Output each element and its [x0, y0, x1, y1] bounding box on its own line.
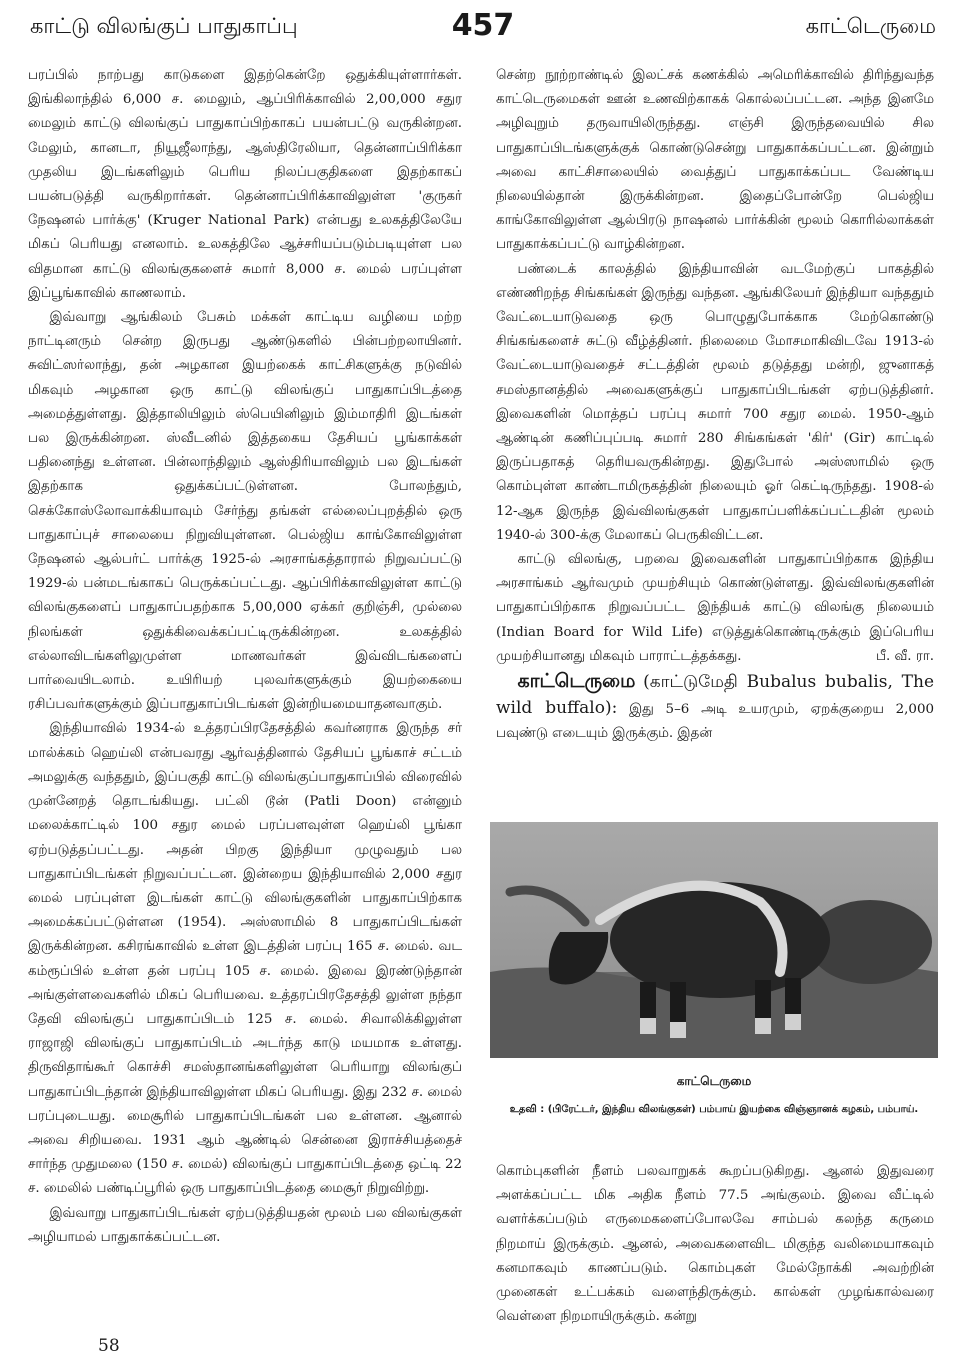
- paragraph: இவ்வாறு பாதுகாப்பிடங்கள் ஏற்படுத்தியதன் மூலம் பல விலங்குகள் அழியாமல் பாதுகாக்கப்பட்டன.: [28, 1205, 462, 1245]
- white-stocking: [785, 1014, 801, 1030]
- paragraph-text: காட்டு விலங்கு, பறவை இவைகளின் பாதுகாப்பிற்காக இந்திய அரசாங்கம் ஆர்வமும் முயற்சியும் கொண்டுள்ளது. இவ்விலங்குகளின் பாதுகாப்பிற்காக நிறுவப்பட்ட இந்தியக் காட்டு விலங்கு நிலையம் (Indian Board for Wild Life) எடுத்துக்கொண்டிருக்கும் இப்பெரிய முயற்சியானது மிகவும் பாராட்டத்தக்கது.: [496, 552, 934, 664]
- right-column-top: [496, 64, 934, 747]
- paragraph: இவ்வாறு ஆங்கிலம் பேசும் மக்கள் காட்டிய வழியை மற்ற நாட்டினரும் சென்ற இருபது ஆண்டுகளில் பின்பற்றலாயினர். சுவிட்ஸர்லாந்து, தன் அழகான இயற்கைக் காட்சிகளுக்கு நடுவில் மிகவும் அழகான ஒரு காட்டு விலங்குப் பாதுகாப்பிடத்தை அமைத்துள்ளது. இத்தாலியிலும் ஸ்பெயினிலும் இம்மாதிரி இடங்கள் பல இருக்கின்றன. ஸ்வீடனில் இத்தகைய தேசியப் பூங்காக்கள் பதினைந்து உள்ளன. பின்லாந்திலும் ஆஸ்திரியாவிலும் பல இடங்கள் இதற்காக ஒதுக்கப்பட்டுள்ளன. போலந்தும், செக்கோஸ்லோவாக்கியாவும் சேர்ந்து தங்கள் எல்லைப்புறத்தில் ஒரு பாதுகாப்புச் சாலையை நிறுவியுள்ளன. பெல்ஜிய காங்கோவிலுள்ள நேஷனல் ஆல்பர்ட் பார்க்கு 1925-ல் அரசாங்கத்தாரால் நிறுவப்பட்டு 1929-ல் பன்மடங்காகப் பெருக்கப்பட்டது. ஆப்பிரிக்காவிலுள்ள காட்டு விலங்குகளைப் பாதுகாப்பதற்காக 5,00,000 ஏக்கர் குறிஞ்சி, முல்லை நிலங்கள் ஒதுக்கிவைக்கப்பட்டிருக்கின்றன. உலகத்தில் எல்லாவிடங்களிலுமுள்ள மாணவர்கள் இவ்விடங்களைப் பார்வையிடலாம். உயிரியற் புலவர்களுக்கும் இயற்கையை ரசிப்பவர்களுக்கும் இப்பாதுகாப்பிடங்கள் இன்றியமையாதனவாகும்.: [28, 310, 462, 713]
- right-column-bottom: [496, 1160, 934, 1329]
- entry-text: இது 5–6 அடி உயரமும், ஏறக்குறைய 2,000 பவுண்டு எடையும் இருக்கும். இதன்: [496, 702, 934, 742]
- header-right-title: காட்டெருமை: [805, 14, 936, 38]
- paragraph: பரப்பில் நாற்பது காடுகளை இதற்கென்றே ஒதுக்கியுள்ளார்கள். இங்கிலாந்தில் 6,000 ச. மைலும், ஆப்பிரிக்காவில் 2,00,000 சதுர மைலும் காட்டு விலங்குப் பாதுகாப்பிற்காகப் பயன்பட்டு வருகின்றன. மேலும், கானடா, நியூஜீலாந்து, ஆஸ்திரேலியா, தென்னாப்பிரிக்கா முதலிய இடங்களிலும் பெரிய நிலப்பகுதிகளை இதற்காகப் பயன்படுத்தி வருகிறார்கள். தென்னாப்பிரிக்காவிலுள்ள 'குருகர் நேஷனல் பார்க்கு' (Kruger National Park) என்பது உலகத்திலேயே மிகப் பெரியது எனலாம். உலகத்திலே ஆச்சரியப்படும்படியுள்ள பல விதமான காட்டு விலங்குகளைச் சுமார் 8,000 ச. மைல் பரப்புள்ள இப்பூங்காவில் காணலாம்.: [28, 68, 462, 301]
- entry-headword: காட்டெருமை: [517, 670, 636, 693]
- paragraph: இந்தியாவில் 1934-ல் உத்தரப்பிரதேசத்தில் கவர்னராக இருந்த சர் மால்க்கம் ஹெய்லி என்பவரது ஆர்வத்தினால் தேசியப் பூங்காச் சட்டம் அமலுக்கு வந்ததும், இப்பகுதி காட்டு விலங்குப்பாதுகாப்பில் விரைவில் முன்னேறத் தொடங்கியது. பட்லி டூன் (Patli Doon) என்னும் மலைக்காட்டில் 100 சதுர மைல் பரப்பளவுள்ள ஹெய்லி பூங்கா ஏற்படுத்தப்பட்டது. அதன் பிறகு இந்தியா முழுவதும் பல பாதுகாப்பிடங்கள் நிறுவப்பட்டன. இன்றைய இந்தியாவில் 2,000 சதுர மைல் பரப்புள்ள இடங்கள் காட்டு விலங்குகளின் பாதுகாப்பிற்காக அமைக்கப்பட்டுள்ளன (1954). அஸ்ஸாமில் 8 பாதுகாப்பிடங்கள் இருக்கின்றன. கசிரங்காவில் உள்ள இடத்தின் பரப்பு 165 ச. மைல். வட கம்ரூப்பில் உள்ள தன் பரப்பு 105 ச. மைல். இவை இரண்டுந்தான் அங்குள்ளவைகளில் மிகப் பெரியவை. உத்தரப்பிரதேசத்தி லுள்ள நந்தா தேவி விலங்குப் பாதுகாப்பிடம் 125 ச. மைல். சிவாலிக்கிலுள்ள ராஜாஜி விலங்குப் பாதுகாப்பிடம் அடர்ந்த காடு மயமாக உள்ளது. திருவிதாங்கூர் கொச்சி சமஸ்தானங்களிலுள்ள பெரியாறு விலங்குப் பாதுகாப்பிடந்தான் இந்தியாவிலுள்ள மிகப் பெரியது. இது 232 ச. மைல் பரப்புடையது. மைசூரில் பாதுகாப்பிடங்கள் பல உள்ளன. ஆனால் அவை சிறியவை. 1931 ஆம் ஆண்டில் சென்னை இராச்சியத்தைச் சார்ந்த முதுமலை (150 ச. மைல்) விலங்குப் பாதுகாப்பிடத்தை ஒட்டி 22 ச. மைலில் பண்டிப்பூரில் ஒரு பாதுகாப்பிடத்தை மைசூர் நிறுவிற்று.: [28, 721, 462, 1197]
- author-signature: பீ. வீ. ரா.: [876, 648, 934, 664]
- wild-buffalo-photo: [490, 822, 938, 1058]
- paragraph: சென்ற நூற்றாண்டில் இலட்சக் கணக்கில் அமெரிக்காவில் திரிந்துவந்த காட்டெருமைகள் ஊன் உணவிற்காகக் கொல்லப்பட்டன. அந்த இனமே அழிவுறும் தருவாயிலிருந்தது. எஞ்சி இருந்தவையில் சில பாதுகாப்பிடங்களுக்குக் கொண்டுசென்று பாதுகாக்கப்பட்டன. இன்றும் அவை காட்சிசாலையில் வைத்துப் பாதுகாக்கப்பட வேண்டிய நிலையில்தான் இருக்கின்றன. இதைப்போன்றே பெல்ஜிய காங்கோவிலுள்ள ஆல்பிரடு நாஷனல் பார்க்கின் மூலம் கொரில்லாக்கள் பாதுகாக்கப்பட்டு வாழ்கின்றன.: [496, 68, 934, 253]
- header-left-title: காட்டு விலங்குப் பாதுகாப்பு: [30, 14, 298, 38]
- folio-number: 58: [98, 1336, 120, 1356]
- left-column: [28, 64, 462, 1250]
- white-stocking: [670, 1022, 686, 1038]
- paragraph: [496, 548, 934, 669]
- figure-credit: உதவி : (பிரேட்டர், இந்திய விலங்குகள்) பம்பாய் இயற்கை விஞ்ஞானக் கழகம், பம்பாய்.: [509, 1104, 919, 1115]
- entry-latin-name: (காட்டுமேதி Bubalus bubalis, The wild buffalo):: [496, 672, 935, 719]
- white-stocking: [640, 1018, 656, 1034]
- page-number: 457: [451, 8, 515, 43]
- figure-caption: காட்டெருமை: [676, 1074, 752, 1088]
- entry-paragraph: [496, 669, 934, 747]
- paragraph: பண்டைக் காலத்தில் இந்தியாவின் வடமேற்குப் பாகத்தில் எண்ணிறந்த சிங்கங்கள் இருந்து வந்தன. ஆங்கிலேயர் இந்தியா வந்ததும் வேட்டையாடுவதை ஒரு பொழுதுபோக்காக மேற்கொண்டு சிங்கங்களைச் சுட்டு வீழ்த்தினர். நிலைமை மோசமாகிவிடவே 1913-ல் வேட்டையாடுவதைச் சட்டத்தின் மூலம் தடுத்தது மன்றி, ஜுனாகத் சமஸ்தானத்தில் அவைகளுக்குப் பாதுகாப்பிடங்கள் ஏற்படுத்தினர். இவைகளின் மொத்தப் பரப்பு சுமார் 700 சதுர மைல். 1950-ஆம் ஆண்டின் கணிப்புப்படி சுமார் 280 சிங்கங்கள் 'கிர்' (Gir) காட்டில் இருப்பதாகத் தெரியவருகின்றது. இதுபோல் அஸ்ஸாமில் ஒரு கொம்புள்ள காண்டாமிருகத்தின் நிலையும் ஓர் கெட்டிருந்தது. 1908-ல் 12-ஆக இருந்த இவ்விலங்குகள் பாதுகாப்பளிக்கப்பட்டதின் மூலம் 1940-ல் 300-க்கு மேலாகப் பெருகிவிட்டன.: [496, 261, 934, 543]
- buffalo-illustration: [490, 822, 938, 1058]
- white-stocking: [755, 1018, 771, 1034]
- paragraph: கொம்புகளின் நீளம் பலவாறுகக் கூறப்படுகிறது. ஆனல் இதுவரை அளக்கப்பட்ட மிக அதிக நீளம் 77.5 அங்குலம். இவை வீட்டில் வளர்க்கப்படும் எருமைகளைப்போலவே சாம்பல் கலந்த கருமை நிறமாய் இருக்கும். ஆனல், அவைகளைவிட மிகுந்த வலிமையாகவும் கனமாகவும் காணப்படும். கொம்புகள் மேல்நோக்கி அவற்றின் முனைகள் உட்பக்கம் வளைந்திருக்கும். கால்கள் முழங்கால்வரை வெள்ளை நிறமாயிருக்கும். கன்று: [496, 1164, 934, 1325]
- running-header: [30, 8, 936, 48]
